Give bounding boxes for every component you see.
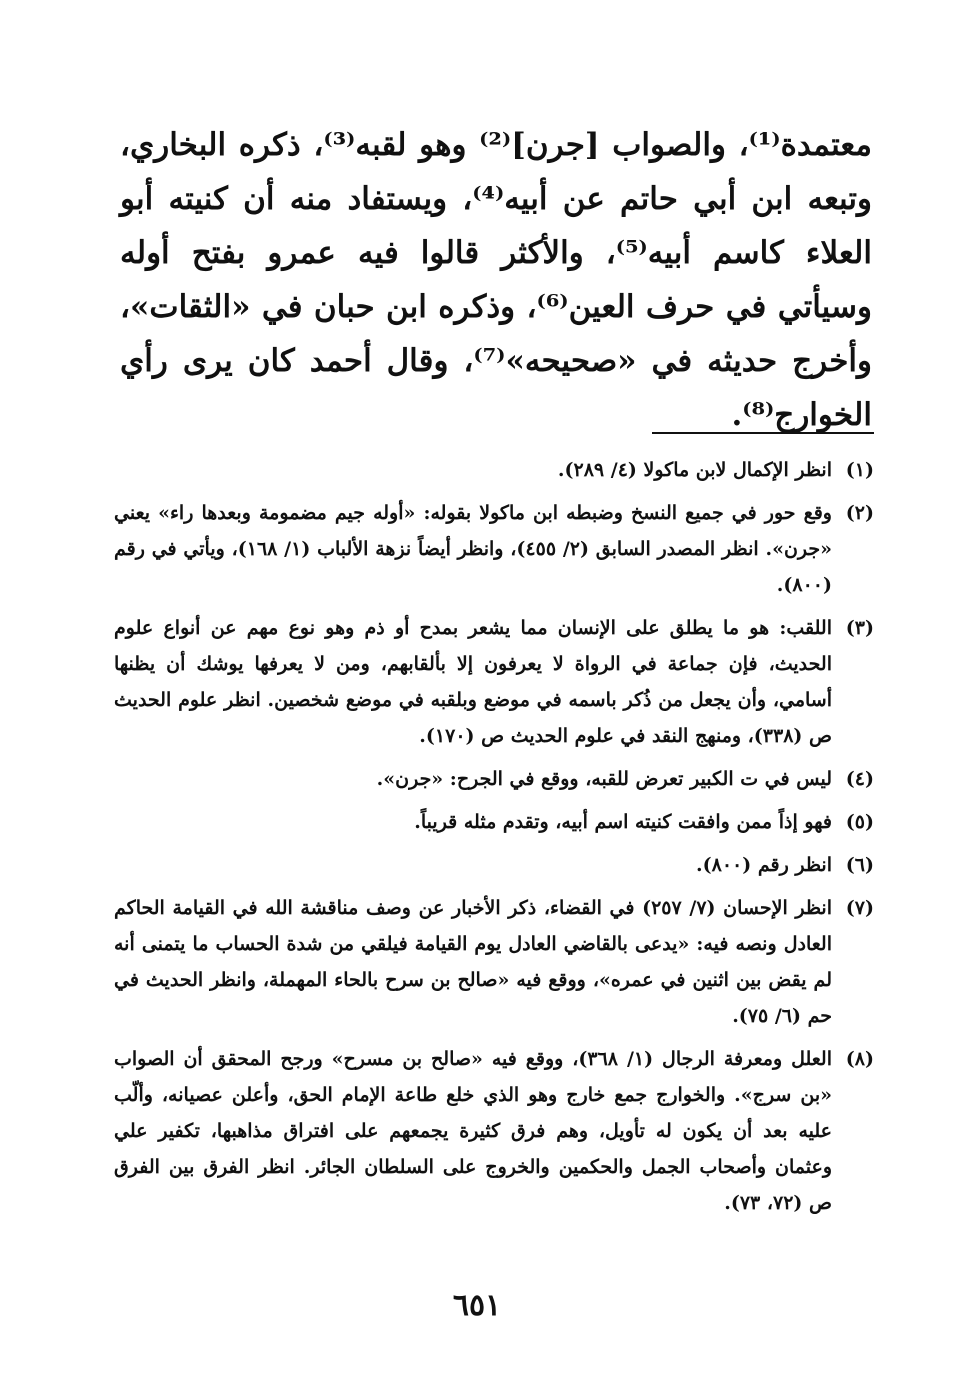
footnote-text: وقع حور في جميع النسخ وضبطه ابن ماكولا بقوله: «أوله جيم مضمومة وبعدها راء» يعني «جرن». انظر المصدر السابق (٢/ ٤٥٥)، وانظر أيضاً نزهة الألباب (١/ ١٦٨)، ويأتي في رقم (٨٠٠).: [114, 502, 833, 596]
footnote-text: اللقب: هو ما يطلق على الإنسان مما يشعر بمدح أو ذم وهو نوع مهم عن أنواع علوم الحديث، فإن جماعة في الرواة لا يعرفون إلا بألقابهم، ومن لا يعرفها يوشك أن يظنها أسامي، وأن يجعل من ذُكر باسمه في موضع وبلقبه في موضع شخصين. انظر علوم الحديث ص (٣٣٨)، ومنهج النقد في علوم الحديث ص (١٧٠).: [114, 617, 832, 747]
footnote-text: انظر الإكمال لابن ماكولا (٤/ ٢٨٩).: [557, 459, 832, 481]
page-number: ٦٥١: [452, 1288, 502, 1323]
footnote-4: [114, 761, 874, 797]
footnote-6: [114, 847, 874, 883]
footnote-number: (٢): [845, 502, 874, 524]
footnote-separator: [652, 432, 874, 434]
footnote-number: (٨): [845, 1048, 874, 1070]
footnote-text: انظر رقم (٨٠٠).: [696, 854, 832, 876]
footnote-5: [114, 804, 874, 840]
footnote-number: (٣): [845, 617, 874, 639]
footnote-1: [114, 452, 874, 488]
footnote-text: انظر الإحسان (٧/ ٢٥٧) في القضاء، ذكر الأخبار عن وصف مناقشة الله في القيامة الحاكم العادل ونصه فيه: «يدعى بالقاضي العادل يوم القيامة فيلقي من شدة الحساب ما يتمنى أنه لم يقض بين اثنين في عمره»، ووقع فيه «صالح بن سرح بالحاء المهملة، وانظر الحديث في حم (٦/ ٧٥).: [114, 897, 832, 1027]
footnote-8: [114, 1041, 874, 1221]
footnote-number: (٦): [845, 854, 874, 876]
footnote-text: العلل ومعرفة الرجال (١/ ٣٦٨)، ووقع فيه «صالح بن مسرح» ورجح المحقق أن الصواب «بن سرج». والخوارج جمع خارج وهو الذي خلع طاعة الإمام الحق، وأعلن عصيانه، وألّب عليه بعد أن يكون له تأويل، وهم فرق كثيرة يجمعهم على افتراق مذاهبها، تكفير علي وعثمان وأصحاب الجمل والحكمين والخروج على السلطان الجائر. انظر الفرق بين الفرق ص (٧٢، ٧٣).: [114, 1048, 832, 1214]
footnote-text: ليس في ت الكبير تعرض للقبه، ووقع في الجرح: «جرن».: [376, 768, 832, 790]
footnote-text: فهو إذاً ممن وافقت كنيته اسم أبيه، وتقدم مثله قريباً.: [414, 811, 832, 833]
footnote-number: (٧): [845, 897, 874, 919]
footnote-number: (١): [845, 459, 874, 481]
main-paragraph: معتمدة⁽¹⁾، والصواب [جرن]⁽²⁾ وهو لقبه⁽³⁾، ذكره البخاري، وتبعه ابن أبي حاتم عن أبيه⁽⁴⁾، ويستفاد منه أن كنيته أبو العلاء كاسم أبيه⁽⁵⁾، والأكثر قالوا فيه عمرو بفتح أوله وسيأتي في حرف العين⁽⁶⁾، وذكره ابن حبان في «الثقات»، وأخرج حديثه في «صحيحه»⁽⁷⁾، وقال أحمد كان يرى رأي الخوارج⁽⁸⁾.: [120, 127, 872, 433]
footnote-number: (٤): [845, 768, 874, 790]
footnote-3: [114, 610, 874, 754]
footnotes-section: [114, 452, 874, 1228]
footnote-number: (٥): [845, 811, 874, 833]
footnote-2: [114, 495, 874, 603]
main-text-block: [120, 118, 872, 442]
footnote-7: [114, 890, 874, 1034]
